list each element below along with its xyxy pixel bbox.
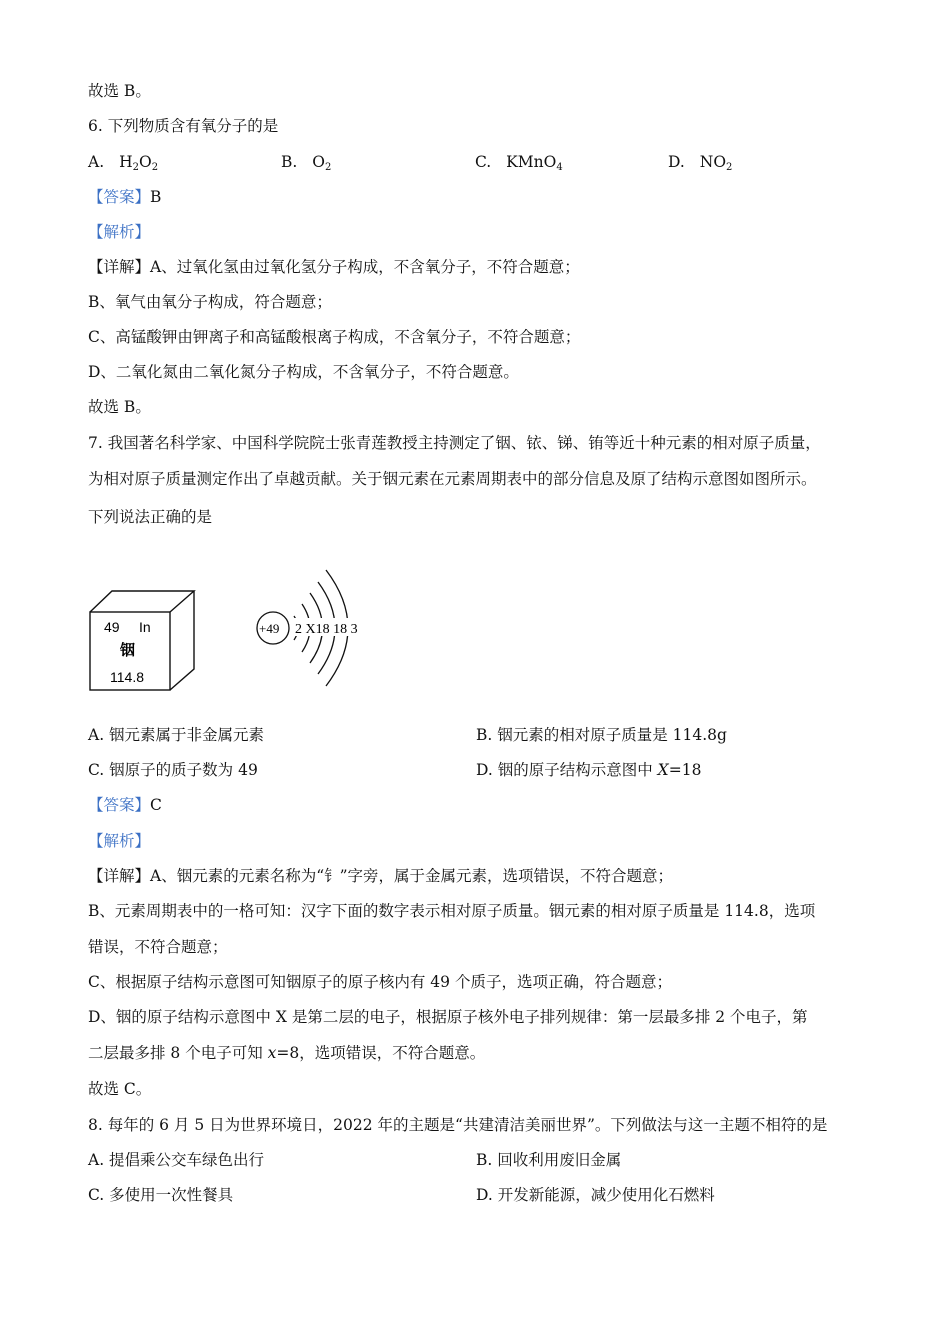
answer-tag: 【答案】	[88, 188, 151, 206]
indium-diagram	[88, 548, 388, 698]
q8-option-d: D. 开发新能源，减少使用化石燃料	[476, 1186, 715, 1204]
q8-option-c: C. 多使用一次性餐具	[88, 1186, 234, 1204]
element-symbol: In	[139, 619, 151, 635]
q7-option-b: B. 铟元素的相对原子质量是 114.8g	[476, 726, 727, 744]
q6-detail-3: C、高锰酸钾由钾离子和高锰酸根离子构成，不含氧分子，不符合题意；	[88, 328, 581, 346]
shell-electrons: 2 X18 18 3	[295, 622, 358, 637]
answer-tag: 【答案】	[88, 796, 151, 814]
q7-stem-2: 为相对原子质量测定作出了卓越贡献。关于铟元素在元素周期表中的部分信息及原了结构示意图如图所示。	[88, 470, 817, 488]
q7-option-a: A. 铟元素属于非金属元素	[88, 726, 265, 744]
q7-detail-2b: 错误，不符合题意；	[88, 938, 228, 956]
q6-analysis-tag: 【解析】	[88, 223, 151, 241]
indium-figure	[88, 548, 388, 698]
q7-detail-1: 【详解】A、铟元素的元素名称为“钅”字旁，属于金属元素，选项错误，不符合题意；	[88, 867, 674, 885]
q7-detail-3: C、根据原子结构示意图可知铟原子的原子核内有 49 个质子，选项正确，符合题意；	[88, 973, 672, 991]
q6-detail-1: 【详解】A、过氧化氢由过氧化氢分子构成，不含氧分子，不符合题意；	[88, 258, 580, 276]
q7-conclusion: 故选 C。	[88, 1080, 152, 1098]
q6-option-b: B. $O_2$	[281, 153, 332, 173]
q8-option-b: B. 回收利用废旧金属	[476, 1151, 622, 1169]
q6-stem: 6. 下列物质含有氧分子的是	[88, 117, 279, 135]
q8-stem: 8. 每年的 6 月 5 日为世界环境日，2022 年的主题是“共建清洁美丽世界”。下列做法与这一主题不相符的是	[88, 1116, 828, 1134]
q6-answer: 【答案】B	[88, 188, 162, 206]
atomic-mass: 114.8	[110, 669, 144, 685]
q7-option-c: C. 铟原子的质子数为 49	[88, 761, 258, 779]
q6-detail-2: B、氧气由氧分子构成，符合题意；	[88, 293, 332, 311]
q6-option-c: C. KMnO$_4$	[475, 153, 563, 173]
q7-answer: 【答案】C	[88, 796, 162, 814]
q7-option-d: D. 铟的原子结构示意图中 X=18	[476, 761, 702, 779]
q7-analysis-tag: 【解析】	[88, 832, 151, 850]
q7-detail-4a: D、铟的原子结构示意图中 X 是第二层的电子，根据原子核外电子排列规律：第一层最多排 2 个电子，第	[88, 1008, 808, 1026]
q6-option-a: A. $H_2O_2$	[88, 153, 159, 173]
q6-detail-4: D、二氧化氮由二氧化氮分子构成，不含氧分子，不符合题意。	[88, 363, 519, 381]
q8-option-a: A. 提倡乘公交车绿色出行	[88, 1151, 265, 1169]
element-name: 铟	[120, 641, 136, 659]
q7-stem-3: 下列说法正确的是	[88, 508, 213, 526]
q7-detail-4b: 二层最多排 8 个电子可知 x=8，选项错误，不符合题意。	[88, 1044, 486, 1062]
q5-conclusion: 故选 B。	[88, 82, 151, 100]
q7-detail-2a: B、元素周期表中的一格可知：汉字下面的数字表示相对原子质量。铟元素的相对原子质量是 114.8，选项	[88, 902, 816, 920]
q7-stem-1: 7. 我国著名科学家、中国科学院院士张青莲教授主持测定了铟、铱、锑、铕等近十种元素的相对原子质量，	[88, 434, 821, 452]
atomic-number: 49	[104, 619, 120, 635]
nucleus-charge: +49	[259, 621, 280, 636]
q6-option-d: D. $NO_2$	[668, 153, 733, 173]
q6-conclusion: 故选 B。	[88, 398, 151, 416]
